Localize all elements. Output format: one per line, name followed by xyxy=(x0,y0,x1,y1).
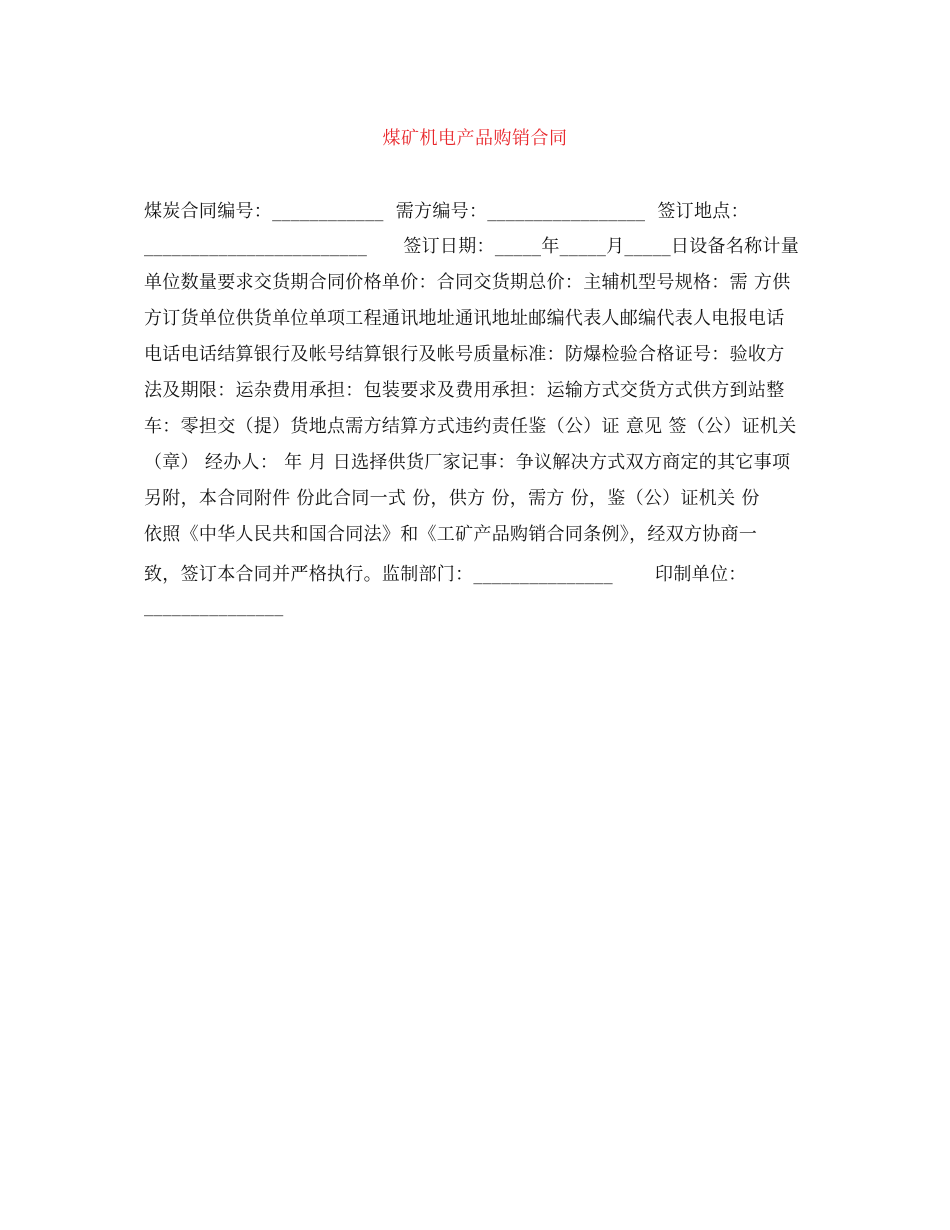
contract-line-3: 单位数量要求交货期合同价格单价：合同交货期总价：主辅机型号规格：需 方供 xyxy=(144,272,791,293)
document-title: 煤矿机电产品购销合同 xyxy=(382,128,568,149)
contract-line-7: 车：零担交（提）货地点需方结算方式违约责任鉴（公）证 意见 签（公）证机关 xyxy=(144,416,797,437)
contract-line-4: 方订货单位供货单位单项工程通讯地址通讯地址邮编代表人邮编代表人电报电话 xyxy=(144,308,785,329)
contract-line-11: 致，签订本合同并严格执行。监制部门：_______________ 印制单位： xyxy=(144,564,747,585)
contract-line-6: 法及期限：运杂费用承担：包装要求及费用承担：运输方式交货方式供方到站整 xyxy=(144,380,785,401)
contract-line-12: _______________ xyxy=(144,596,284,617)
contract-line-5: 电话电话结算银行及帐号结算银行及帐号质量标准：防爆检验合格证号：验收方 xyxy=(144,344,785,365)
contract-line-2: ________________________ 签订日期：_____年_____月_____日设备名称计量 xyxy=(144,236,800,257)
contract-line-9: 另附，本合同附件 份此合同一式 份，供方 份，需方 份，鉴（公）证机关 份 xyxy=(144,488,760,509)
contract-line-10: 依照《中华人民共和国合同法》和《工矿产品购销合同条例》，经双方协商一 xyxy=(144,524,758,545)
contract-line-8: （章） 经办人： 年 月 日选择供货厂家记事：争议解决方式双方商定的其它事项 xyxy=(144,452,791,473)
contract-line-1: 煤炭合同编号：____________ 需方编号：_________________ 签订地点： xyxy=(144,201,749,222)
